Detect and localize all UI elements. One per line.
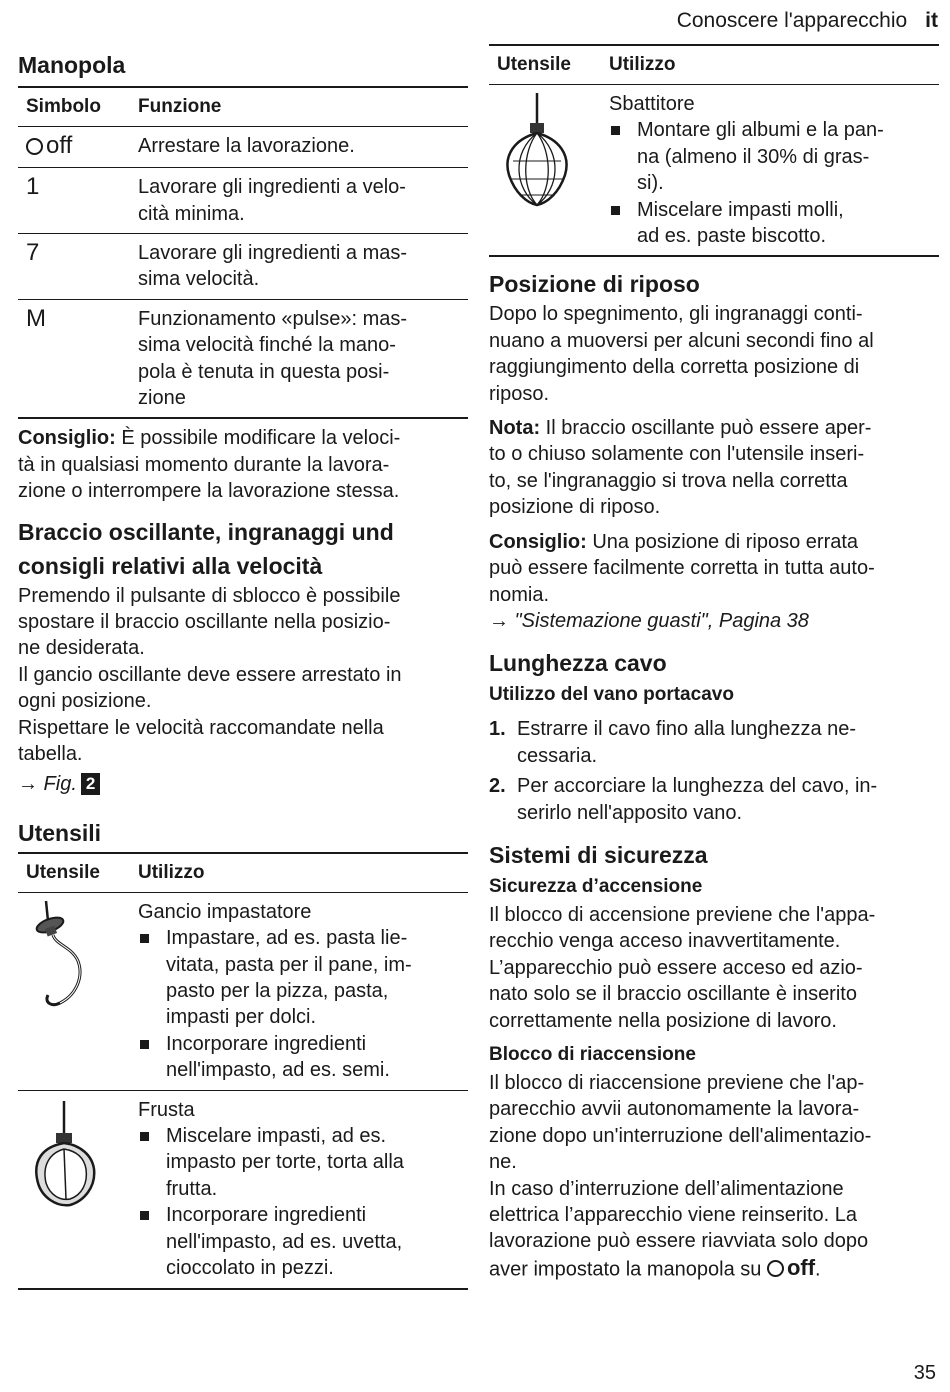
col-header-tool: Utensile	[18, 853, 130, 893]
cavo-heading: Lunghezza cavo	[489, 650, 667, 677]
left-column	[18, 44, 468, 1290]
header-language: it	[925, 9, 938, 32]
symbol-cell: M	[18, 299, 130, 418]
cavo-steps	[489, 716, 939, 826]
tool-uses	[609, 117, 939, 249]
table-row	[489, 85, 939, 257]
manopola-table	[18, 86, 468, 419]
col-header-symbol: Simbolo	[18, 87, 130, 127]
col-header-use: Utilizzo	[130, 853, 468, 893]
manopola-tip: Consiglio: È possibile modificare la veloci- tà in qualsiasi momento durante la lavora- zione o interrompere la lavorazione stessa.	[18, 427, 401, 503]
right-column	[489, 44, 939, 1283]
symbol-cell: 1	[18, 168, 130, 234]
sicurezza-sub1: Sicurezza d’accensione	[489, 875, 703, 897]
tool-name: Frusta	[138, 1098, 195, 1121]
list-item: Montare gli albumi e la pan- na (almeno il 30% di gras- si).	[609, 117, 939, 196]
table-row	[18, 233, 468, 299]
braccio-text: Premendo il pulsante di sblocco è possibile spostare il braccio oscillante nella posizio- ne desiderata. Il gancio oscillante deve essere arrestato in ogni posizione. Rispettare le velocità raccomandate nella tabella.	[18, 584, 402, 766]
list-item: 2. Per accorciare la lunghezza del cavo, in- serirlo nell'apposito vano.	[489, 775, 878, 824]
list-item: Impastare, ad es. pasta lie- vitata, pasta per il pane, im- pasto per la pizza, pasta, impasti per dolci.	[138, 925, 468, 1031]
function-text: Lavorare gli ingredienti a mas- sima velocità.	[130, 233, 468, 299]
sicurezza-heading: Sistemi di sicurezza	[489, 841, 708, 868]
page-header	[677, 9, 938, 33]
whisk-icon	[497, 91, 577, 211]
utensili-table	[18, 852, 468, 1290]
beater-icon	[26, 1097, 106, 1217]
col-header-tool: Utensile	[489, 45, 601, 85]
function-text: Funzionamento «pulse»: mas- sima velocità finché la mano- pola è tenuta in questa posi- zione	[130, 299, 468, 418]
manopola-heading: Manopola	[18, 52, 126, 78]
figure-number-badge: 2	[81, 773, 100, 795]
sicurezza-text1: Il blocco di accensione previene che l'appa- recchio venga acceso inavvertitamente. L’apparecchio può essere acceso ed azio- nato solo se il braccio oscillante è inserito correttamente nella posizione di lavoro.	[489, 903, 876, 1032]
riposo-ref-link[interactable]: → "Sistemazione guasti", Pagina 38	[489, 609, 809, 632]
sicurezza-sub2: Blocco di riaccensione	[489, 1043, 696, 1065]
riposo-text: Dopo lo spegnimento, gli ingranaggi conti- nuano a muoversi per alcuni secondi fino al raggiungimento della corretta posizione di riposo.	[489, 303, 874, 405]
tool-name: Gancio impastatore	[138, 900, 312, 923]
page-number: 35	[913, 1362, 936, 1384]
symbol-cell: 7	[18, 233, 130, 299]
cavo-subheading: Utilizzo del vano portacavo	[489, 684, 734, 706]
riposo-heading: Posizione di riposo	[489, 271, 700, 298]
function-text: Lavorare gli ingredienti a velo- cità minima.	[130, 168, 468, 234]
list-item: Miscelare impasti molli, ad es. paste biscotto.	[609, 197, 939, 250]
list-item: 1. Estrarre il cavo fino alla lunghezza ne- cessaria.	[489, 718, 857, 767]
utensili-table-continued	[489, 44, 939, 257]
tool-uses	[138, 925, 468, 1083]
table-row	[18, 299, 468, 418]
list-item: Incorporare ingredienti nell'impasto, ad es. semi.	[138, 1031, 468, 1084]
sicurezza-text2: Il blocco di riaccensione previene che l'ap- parecchio avvii autonomamente la lavora- zione dopo un'interruzione dell'alimentazio- ne. In caso d’interruzione dell’alimentazione elettrica l’apparecchio viene reinserito. La lavorazione può essere riavviata solo dopo aver impostato la manopola su off .	[489, 1071, 872, 1281]
utensili-heading: Utensili	[18, 819, 102, 846]
table-row	[18, 168, 468, 234]
off-ring-icon	[26, 138, 43, 155]
list-item: Miscelare impasti, ad es. impasto per torte, torta alla frutta.	[138, 1123, 468, 1202]
table-row	[18, 127, 468, 168]
list-item: Incorporare ingredienti nell'impasto, ad es. uvetta, cioccolato in pezzi.	[138, 1202, 468, 1281]
tool-uses	[138, 1123, 468, 1281]
col-header-function: Funzione	[130, 87, 468, 127]
col-header-use: Utilizzo	[601, 45, 939, 85]
dough-hook-icon	[26, 899, 106, 1019]
header-title: Conoscere l'apparecchio	[676, 9, 908, 32]
symbol-off: off	[18, 127, 130, 168]
off-ring-icon	[767, 1260, 784, 1277]
function-text: Arrestare la lavorazione.	[138, 135, 355, 157]
table-row	[18, 1090, 468, 1288]
tool-name: Sbattitore	[609, 93, 695, 115]
riposo-tip: Consiglio: Una posizione di riposo errata può essere facilmente corretta in tutta auto- nomia.	[489, 530, 875, 606]
braccio-heading: Braccio oscillante, ingranaggi und consigli relativi alla velocità	[18, 518, 394, 579]
riposo-note: Nota: Il braccio oscillante può essere aper- to o chiuso solamente con l'utensile inseri- to, se l'ingranaggio si trova nella corretta posizione di riposo.	[489, 417, 872, 519]
table-row	[18, 892, 468, 1090]
braccio-fig-ref: → Fig. 2	[18, 771, 468, 797]
